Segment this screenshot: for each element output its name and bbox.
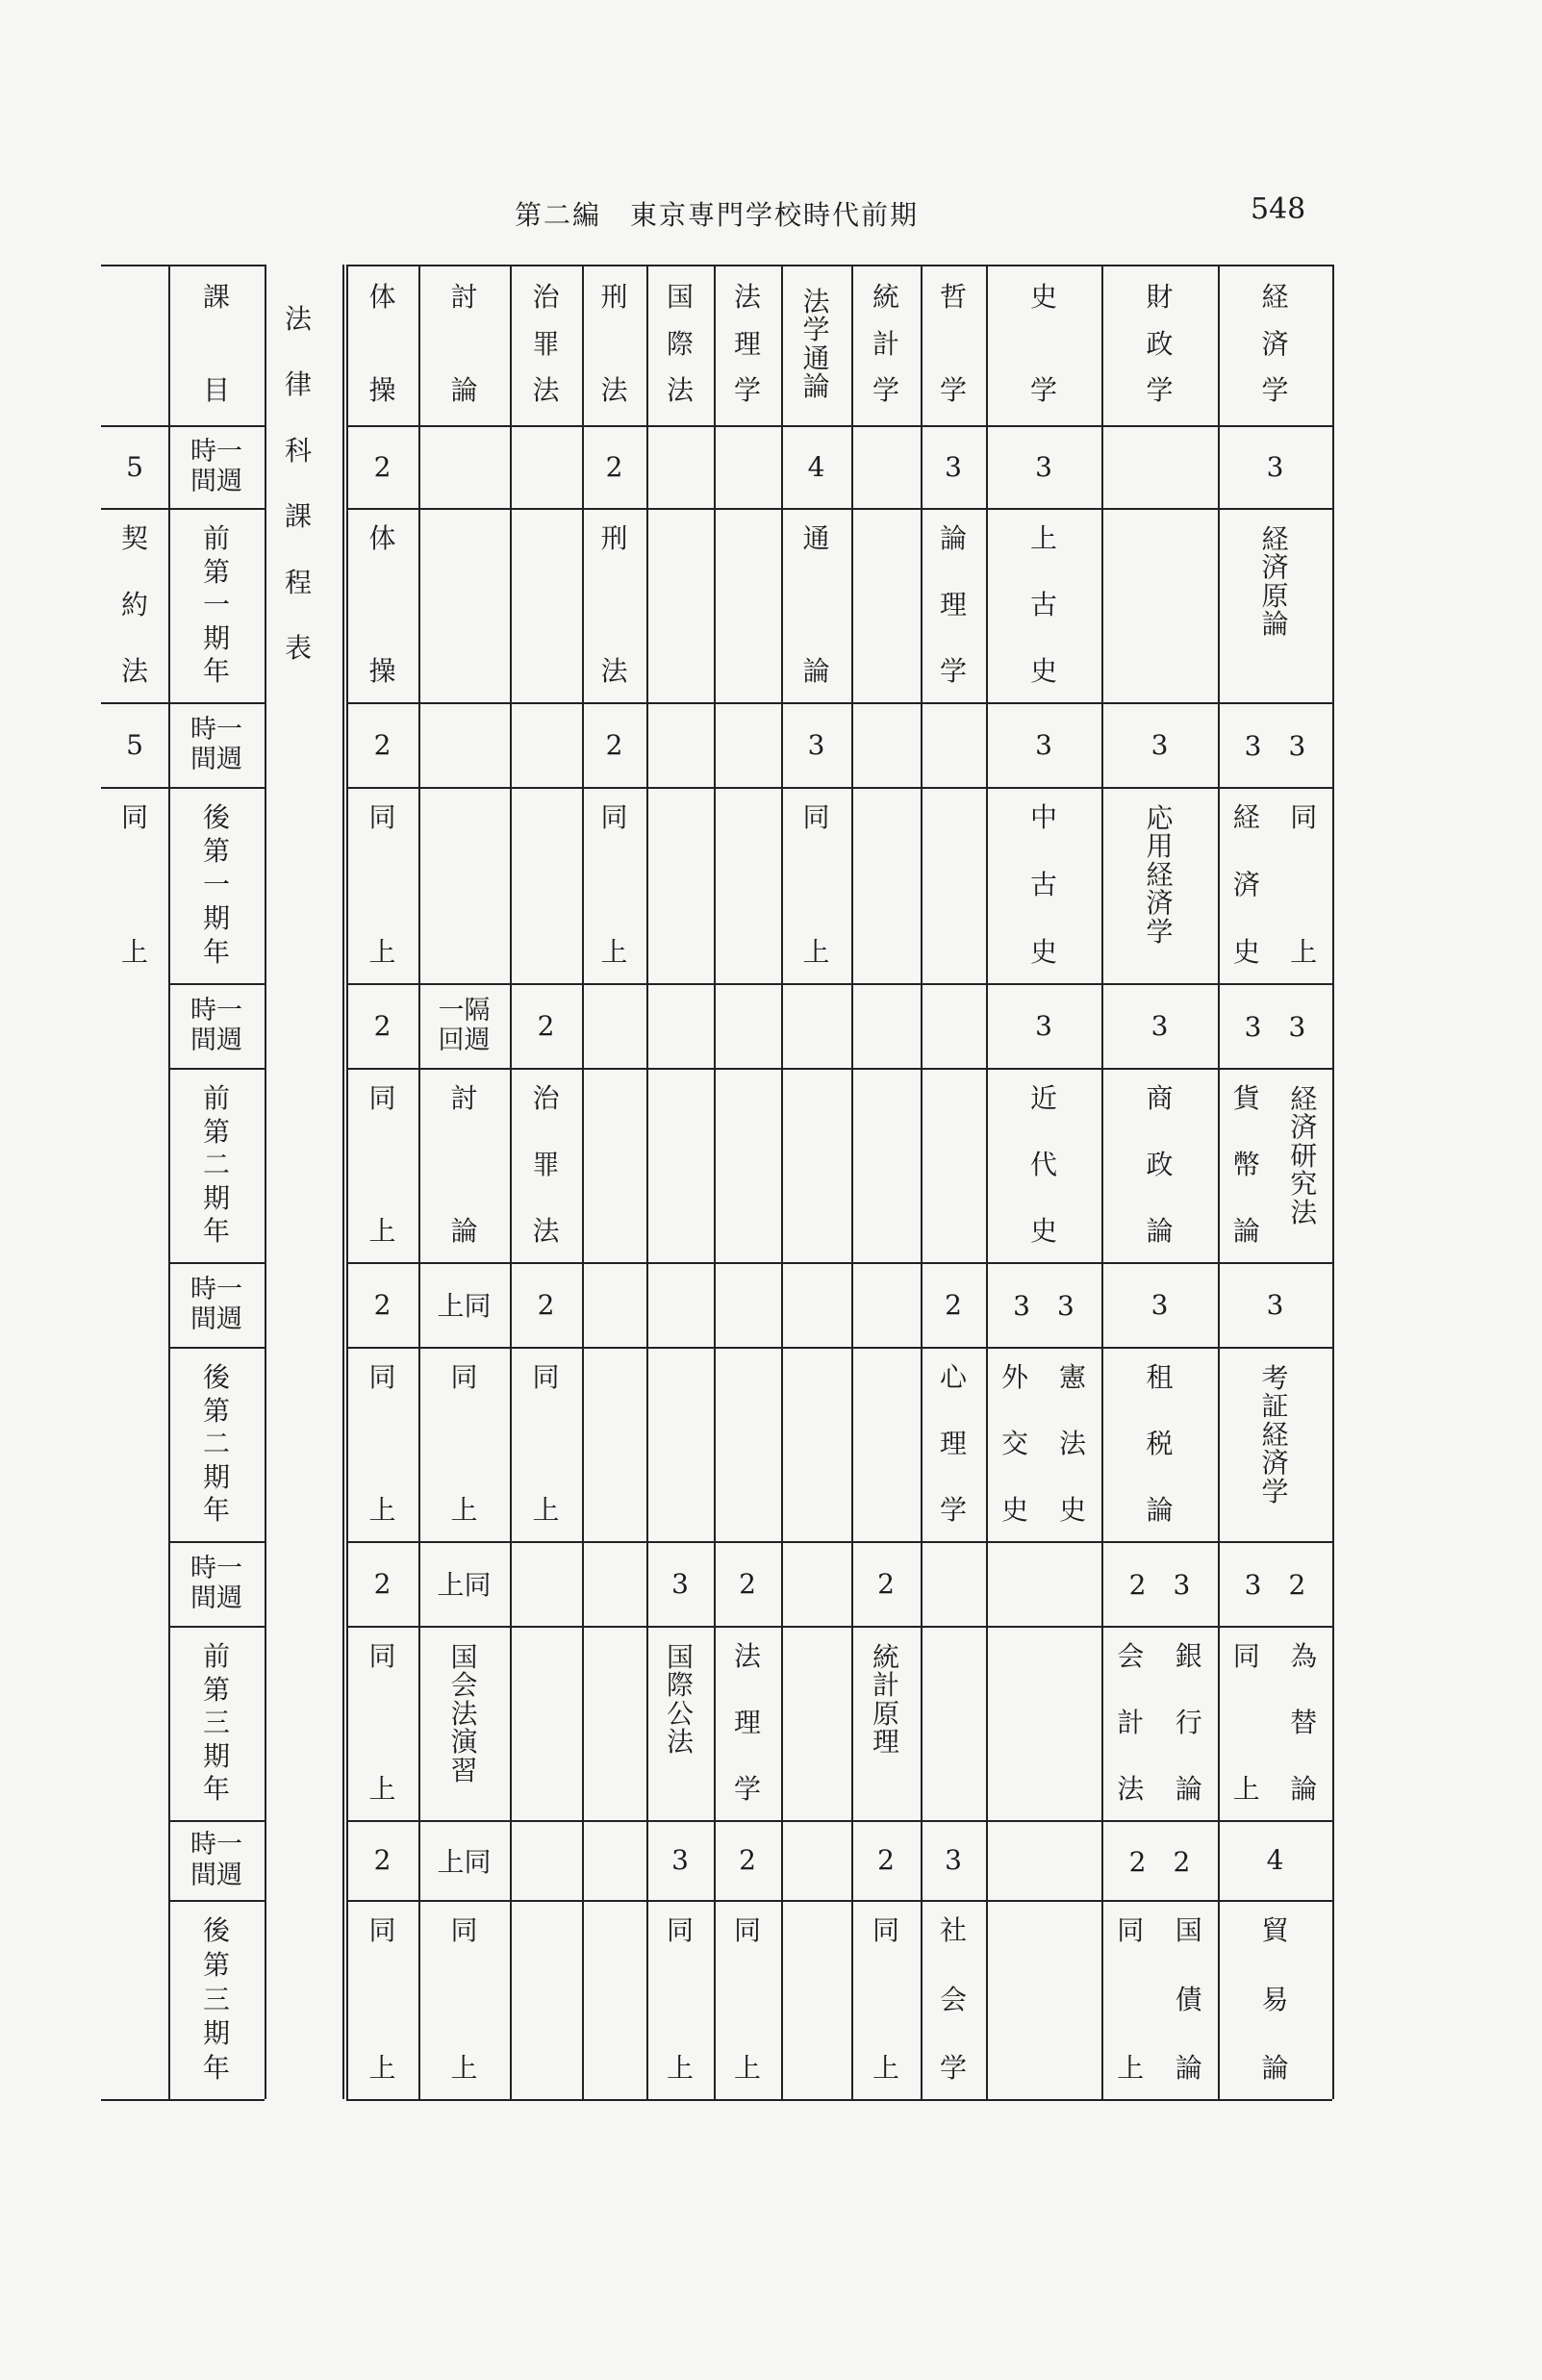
column-header: 法 理 学 xyxy=(733,281,761,406)
hours-per-week-label: 時一 間週 xyxy=(190,1274,242,1334)
table-rule-horizontal xyxy=(101,508,265,510)
hours-value: 2 xyxy=(739,1844,756,1876)
hours-value: 一隔 回週 xyxy=(438,995,491,1055)
hours-value: 2 xyxy=(537,1009,555,1042)
subject-name: 国 会 法 演 習 xyxy=(450,1641,478,1786)
hours-per-week-label: 時一 間週 xyxy=(190,436,242,496)
subject-name: 治 罪 法 xyxy=(532,1082,560,1247)
term-label: 前 第 二 期 年 xyxy=(202,1082,230,1247)
hours-per-week-label: 時一 間週 xyxy=(190,1553,242,1613)
subject-name: 同 上 xyxy=(733,1914,761,2084)
subject-name: 法 理 学 xyxy=(733,1640,761,1805)
side-title: 法 律 科 課 程 表 xyxy=(284,303,312,664)
left-hours-value: 5 xyxy=(126,450,143,483)
column-header: 経 済 学 xyxy=(1261,281,1289,406)
page-number: 548 xyxy=(1251,192,1306,226)
hours-value: 2 xyxy=(373,450,392,483)
left-subject: 同 上 xyxy=(120,801,148,968)
term-label: 後 第 三 期 年 xyxy=(202,1914,230,2084)
subject-name: 租 税 論 xyxy=(1146,1361,1174,1526)
hours-value: 2 xyxy=(877,1844,895,1876)
hours-value: 2 xyxy=(537,1288,555,1321)
hours-value: 上同 xyxy=(437,1845,492,1878)
hours-value: 3 3 xyxy=(1244,1011,1306,1043)
hours-value: 2 xyxy=(373,1567,392,1600)
table-rule-horizontal xyxy=(346,787,1332,789)
table-rule-horizontal xyxy=(346,1900,1332,1902)
table-rule-horizontal xyxy=(346,1068,1332,1070)
hours-value: 3 xyxy=(1035,450,1052,483)
subject-name: 近 代 史 xyxy=(1029,1082,1057,1247)
subject-name: 社 会 学 xyxy=(939,1914,967,2084)
subject-name: 同 上 xyxy=(666,1914,694,2084)
subject-name: 為 替 論 xyxy=(1290,1640,1318,1805)
column-header: 国 際 法 xyxy=(666,281,694,406)
column-header: 体 操 xyxy=(368,281,396,406)
hours-value: 3 xyxy=(1150,1288,1169,1321)
hours-value: 4 xyxy=(1266,1844,1284,1876)
hours-value: 3 xyxy=(807,728,825,761)
hours-value: 2 3 xyxy=(1128,1569,1191,1601)
left-subject: 契 約 法 xyxy=(120,522,148,687)
subject-name: 通 論 xyxy=(802,522,830,687)
hours-value: 4 xyxy=(807,450,825,483)
hours-value: 2 2 xyxy=(1128,1845,1191,1878)
subject-name: 刑 法 xyxy=(600,522,628,687)
subject-name: 経 済 史 xyxy=(1232,801,1260,968)
table-rule-horizontal xyxy=(346,2099,1332,2101)
subject-name: 応 用 経 済 学 xyxy=(1146,802,1174,948)
column-header: 法 学 通 論 xyxy=(802,285,830,402)
hours-value: 2 xyxy=(605,450,623,483)
subject-name: 同 上 xyxy=(802,801,830,968)
subject-name: 同 上 xyxy=(872,1914,899,2084)
term-label: 後 第 一 期 年 xyxy=(202,801,230,968)
subject-name: 会 計 法 xyxy=(1117,1640,1145,1805)
column-header: 哲 学 xyxy=(939,281,967,406)
table-rule-vertical xyxy=(265,265,266,2099)
subject-name: 同 上 xyxy=(450,1361,478,1526)
table-rule-horizontal xyxy=(168,1900,265,1902)
hours-value: 3 xyxy=(945,450,962,483)
subject-name: 同 上 xyxy=(368,1640,396,1805)
table-rule-horizontal xyxy=(101,2099,265,2101)
table-rule-horizontal xyxy=(168,1347,265,1349)
hours-value: 3 xyxy=(671,1567,689,1600)
column-header: 史 学 xyxy=(1029,281,1057,406)
subject-name: 貨 幣 論 xyxy=(1232,1082,1260,1247)
hours-value: 2 xyxy=(373,728,392,761)
subject-name: 論 理 学 xyxy=(939,522,967,687)
hours-value: 2 xyxy=(373,1844,392,1876)
hours-value: 3 3 xyxy=(1244,730,1306,762)
column-header: 刑 法 xyxy=(600,281,628,406)
hours-value: 3 xyxy=(1150,728,1169,761)
subject-name: 同 上 xyxy=(600,801,628,968)
table-rule-horizontal xyxy=(101,787,265,789)
column-header: 治 罪 法 xyxy=(532,281,560,406)
subject-name: 体 操 xyxy=(368,522,396,687)
hours-value: 3 3 xyxy=(1013,1290,1074,1322)
hours-value: 3 xyxy=(1035,728,1052,761)
subject-name: 中 古 史 xyxy=(1029,801,1057,968)
hours-value: 2 xyxy=(945,1288,962,1321)
subject-name: 同 上 xyxy=(532,1361,560,1526)
term-label: 後 第 二 期 年 xyxy=(202,1361,230,1526)
hours-per-week-label: 時一 間週 xyxy=(190,1830,242,1890)
term-label: 前 第 三 期 年 xyxy=(202,1640,230,1805)
left-header: 課 目 xyxy=(202,281,230,406)
column-header: 財 政 学 xyxy=(1146,281,1174,406)
subject-name: 同 上 xyxy=(368,1914,396,2084)
subject-name: 上 古 史 xyxy=(1029,522,1057,687)
subject-name: 討 論 xyxy=(450,1082,478,1247)
subject-name: 憲 法 史 xyxy=(1058,1361,1086,1526)
subject-name: 外 交 史 xyxy=(1000,1361,1028,1526)
hours-value: 2 xyxy=(605,728,623,761)
hours-value: 2 xyxy=(877,1567,895,1600)
subject-name: 国 際 公 法 xyxy=(666,1641,694,1759)
table-rule-horizontal xyxy=(168,1068,265,1070)
subject-name: 銀 行 論 xyxy=(1175,1640,1202,1805)
subject-name: 統 計 原 理 xyxy=(872,1641,899,1759)
subject-name: 国 債 論 xyxy=(1175,1914,1202,2084)
table-rule-vertical xyxy=(342,265,344,2099)
table-rule-horizontal xyxy=(346,1347,1332,1349)
subject-name: 同 上 xyxy=(1232,1640,1260,1805)
page-header: 第二編 東京専門学校時代前期 xyxy=(515,199,920,231)
table-rule-horizontal xyxy=(168,1626,265,1628)
hours-value: 2 xyxy=(739,1567,756,1600)
left-hours-value: 5 xyxy=(126,728,143,761)
table-rule-horizontal xyxy=(101,265,265,266)
hours-value: 3 xyxy=(1266,450,1284,483)
column-header: 統 計 学 xyxy=(872,281,899,406)
subject-name: 同 上 xyxy=(368,1361,396,1526)
subject-name: 経 済 研 究 法 xyxy=(1290,1083,1318,1228)
hours-per-week-label: 時一 間週 xyxy=(190,995,242,1055)
hours-value: 3 xyxy=(945,1844,962,1876)
hours-value: 3 xyxy=(1266,1288,1284,1321)
term-label: 前 第 一 期 年 xyxy=(202,522,230,687)
subject-name: 同 上 xyxy=(1290,801,1318,968)
subject-name: 考 証 経 済 学 xyxy=(1261,1362,1289,1507)
hours-per-week-label: 時一 間週 xyxy=(190,714,242,774)
hours-value: 3 xyxy=(671,1844,689,1876)
subject-name: 商 政 論 xyxy=(1146,1082,1174,1247)
table-rule-horizontal xyxy=(346,265,1332,266)
table-rule-vertical xyxy=(1332,265,1334,2099)
hours-value: 3 2 xyxy=(1244,1569,1306,1601)
table-rule-horizontal xyxy=(346,508,1332,510)
subject-name: 同 上 xyxy=(368,1082,396,1247)
hours-value: 2 xyxy=(373,1009,392,1042)
column-header: 討 論 xyxy=(450,281,478,406)
subject-name: 心 理 学 xyxy=(939,1361,967,1526)
subject-name: 同 上 xyxy=(368,801,396,968)
subject-name: 同 上 xyxy=(1117,1914,1145,2084)
hours-value: 3 xyxy=(1035,1009,1052,1042)
hours-value: 上同 xyxy=(437,1569,492,1601)
hours-value: 3 xyxy=(1150,1009,1169,1042)
hours-value: 2 xyxy=(373,1288,392,1321)
subject-name: 同 上 xyxy=(450,1914,478,2084)
table-rule-horizontal xyxy=(346,1626,1332,1628)
hours-value: 上同 xyxy=(437,1290,492,1322)
subject-name: 経 済 原 論 xyxy=(1261,523,1289,641)
subject-name: 貿 易 論 xyxy=(1261,1914,1289,2084)
